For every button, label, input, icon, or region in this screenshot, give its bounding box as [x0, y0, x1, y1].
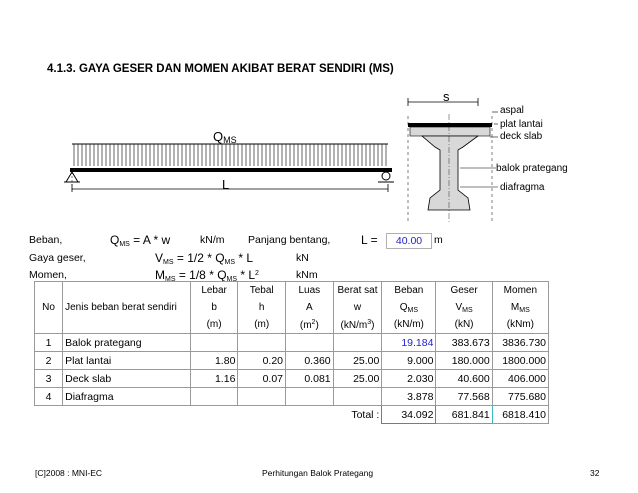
L-label: L =	[361, 233, 378, 247]
footer-center: Perhitungan Balok Prategang	[262, 468, 374, 478]
col-no: No	[35, 282, 63, 334]
geser-formula: $V_{MS} = 1/2 * Q_{MS} * L$	[155, 251, 254, 266]
total-row	[35, 406, 549, 424]
panjang-label: Panjang bentang,	[248, 234, 331, 246]
page-number: 32	[590, 468, 600, 478]
load-table: No Jenis beban berat sendiri Lebar Tebal Luas Berat sat Beban Geser Momen b h A w $Q_{MS}$ $V_{MS}$ $M_{MS}$ (m) (m) $(m^2)$ $(kN/m^3)$ (kN/m) (kN) (kNm) 1 Balok prategang 19.184 383.673 3836.730 2 Plat lantai 1.80 0.20 0.360 25.00 9.000 180.000 1800.000 3 Deck slab 1.16 0.07 0.081 25.00 2.030 40.600 406.000 4 Diafragma 3.878 77.568 775.680 Total : 34.092 681.841 6818.410	[34, 281, 549, 424]
beban-formula: $Q_{MS} = A * w$	[110, 233, 171, 248]
geser-label: Gaya geser,	[29, 252, 86, 264]
table-row: 2 Plat lantai 1.80 0.20 0.360 25.00 9.000 180.000 1800.000	[35, 352, 549, 370]
total-label: Total :	[351, 408, 380, 421]
footer-left: [C]2008 : MNI-EC	[35, 468, 103, 478]
table-row: 4 Diafragma 3.878 77.568 775.680	[35, 388, 549, 406]
total-momen: 6818.410	[492, 406, 548, 424]
L-value-field[interactable]: 40.00	[386, 233, 432, 249]
momen-label: Momen,	[29, 269, 67, 281]
width-label: s	[443, 89, 450, 104]
col-luas: Luas	[286, 282, 334, 300]
col-geser: Geser	[436, 282, 492, 300]
total-geser: 681.841	[436, 406, 492, 424]
col-momen: Momen	[492, 282, 548, 300]
col-beban: Beban	[382, 282, 436, 300]
legend-deck-slab: deck slab	[500, 131, 543, 142]
table-row: 1 Balok prategang 19.184 383.673 3836.730	[35, 334, 549, 352]
beban-label: Beban,	[29, 234, 63, 246]
girder-cross-section	[408, 98, 498, 222]
legend-balok-prategang: balok prategang	[496, 163, 568, 174]
legend-diafragma: diafragma	[500, 182, 545, 193]
legend-aspal: aspal	[500, 105, 524, 116]
total-beban: 34.092	[382, 406, 436, 424]
momen-unit: kNm	[296, 269, 318, 281]
span-label: L	[222, 177, 230, 192]
momen-formula: $M_{MS} = 1/8 * Q_{MS} * L^2$	[155, 268, 259, 283]
roller-support	[382, 172, 390, 180]
geser-unit: kN	[296, 252, 309, 264]
L-unit: m	[434, 234, 443, 246]
section-title: 4.1.3. GAYA GESER DAN MOMEN AKIBAT BERAT SENDIRI (MS)	[47, 63, 394, 75]
table-row: 3 Deck slab 1.16 0.07 0.081 25.00 2.030 40.600 406.000	[35, 370, 549, 388]
col-tebal: Tebal	[238, 282, 286, 300]
legend-plat-lantai: plat lantai	[500, 119, 543, 130]
beban-unit: kN/m	[200, 234, 225, 246]
col-berat: Berat sat	[333, 282, 382, 300]
beam	[70, 168, 392, 172]
col-lebar: Lebar	[190, 282, 238, 300]
load-label: $Q_{MS}$	[213, 129, 237, 145]
col-jenis: Jenis beban berat sendiri	[63, 282, 191, 334]
